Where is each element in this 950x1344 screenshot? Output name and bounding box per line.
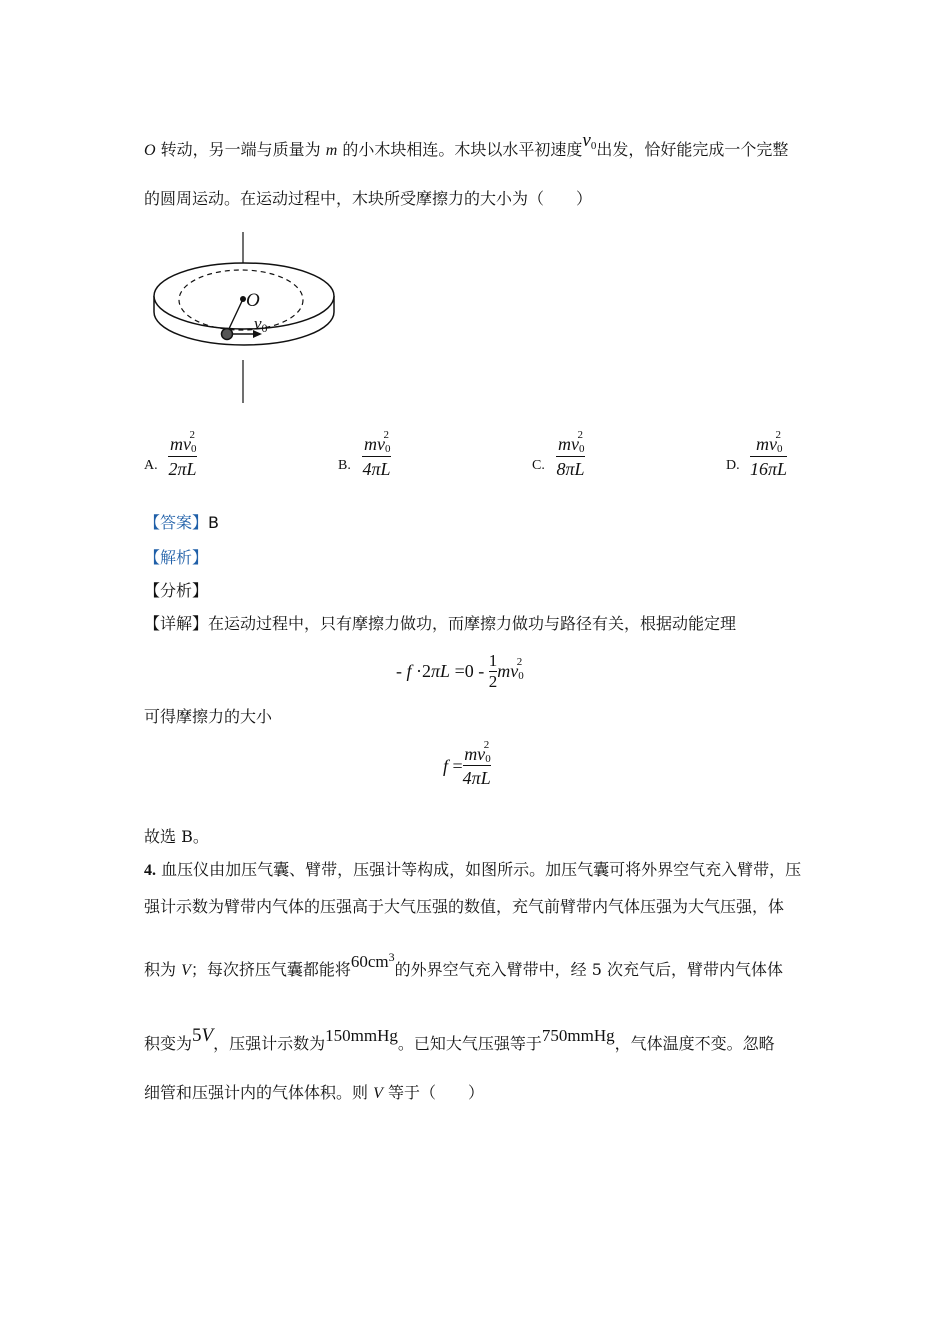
q4-number: 4. xyxy=(144,862,156,879)
option-a-fraction: mv 0 2 2πL xyxy=(168,429,197,479)
option-d-fraction: mv 0 2 16πL xyxy=(750,429,788,479)
disc-top xyxy=(154,263,334,329)
pressure-750: 750mmHg xyxy=(541,1026,615,1045)
option-d-letter[interactable]: D. xyxy=(726,458,740,473)
fenxi-tag: 【分析】 xyxy=(144,581,209,600)
symbol-m: m xyxy=(325,142,338,159)
label-O: O xyxy=(246,290,260,311)
q3-line-2: 的圆周运动。在运动过程中，木块所受摩擦力的大小为（ ） xyxy=(144,189,593,208)
answer-value: B xyxy=(208,513,219,532)
analysis-tag: 【解析】 xyxy=(144,548,209,567)
wood-block xyxy=(222,329,233,340)
pressure-150: 150mmHg xyxy=(325,1026,398,1045)
conclusion: 故选 B。 xyxy=(144,827,209,846)
detail-tag: 【详解】 xyxy=(144,614,209,633)
option-b-fraction: mv 0 2 4πL xyxy=(362,429,391,479)
fraction-half: 1 2 xyxy=(488,650,498,691)
volume-60cm3: $60cm^3$ xyxy=(350,950,395,971)
detail-text: 在运动过程中，只有摩擦力做功，而摩擦力做功与路径有关，根据动能定理 xyxy=(208,614,737,633)
answer-tag: 【答案】 xyxy=(144,513,209,532)
option-b-letter[interactable]: B. xyxy=(338,458,351,473)
q4-line-2: 强计示数为臂带内气体的压强高于大气压强的数值，充气前臂带内气体压强为大气压强，体 xyxy=(144,897,785,916)
fraction-friction: mv 0 2 4πL xyxy=(462,738,491,788)
q3-line-1: O 转动，另一端与质量为 m 的小木块相连。木块以水平初速度v0出发，恰好能完成一个完整 xyxy=(144,130,789,159)
q4-line-1: 4. 血压仪由加压气囊、臂带，压强计等构成，如图所示。加压气囊可将外界空气充入臂带，压 xyxy=(144,860,802,879)
option-c-fraction: mv 0 2 8πL xyxy=(556,429,585,479)
label-v0: v0 xyxy=(254,314,268,335)
equation-friction: f = mv 0 2 4πL xyxy=(443,738,491,788)
q4-line-4: 积变为5V，压强计示数为150mmHg。已知大气压强等于750mmHg，气体温度不变。忽略 xyxy=(144,1025,775,1053)
symbol-v0: v0 xyxy=(582,130,597,152)
answer-line xyxy=(144,513,219,533)
volume-5V: 5V xyxy=(192,1025,214,1046)
option-c-letter[interactable]: C. xyxy=(532,458,545,473)
symbol-O: O xyxy=(144,142,156,159)
detail-line xyxy=(144,614,736,634)
equation-work-energy: - f ·2 π L =0 - 1 2 mv 0 2 xyxy=(396,650,524,691)
q4-line-5: 细管和压强计内的气体体积。则 V 等于（ ） xyxy=(144,1083,484,1102)
rotating-disc-figure xyxy=(148,230,343,408)
option-a-letter[interactable]: A. xyxy=(144,458,158,473)
q4-line-3: 积为 V；每次挤压气囊都能将$60cm^3$的外界空气充入臂带中，经 5 次充气后，臂带内气体体 xyxy=(144,950,784,979)
eq2-intro: 可得摩擦力的大小 xyxy=(144,707,273,726)
